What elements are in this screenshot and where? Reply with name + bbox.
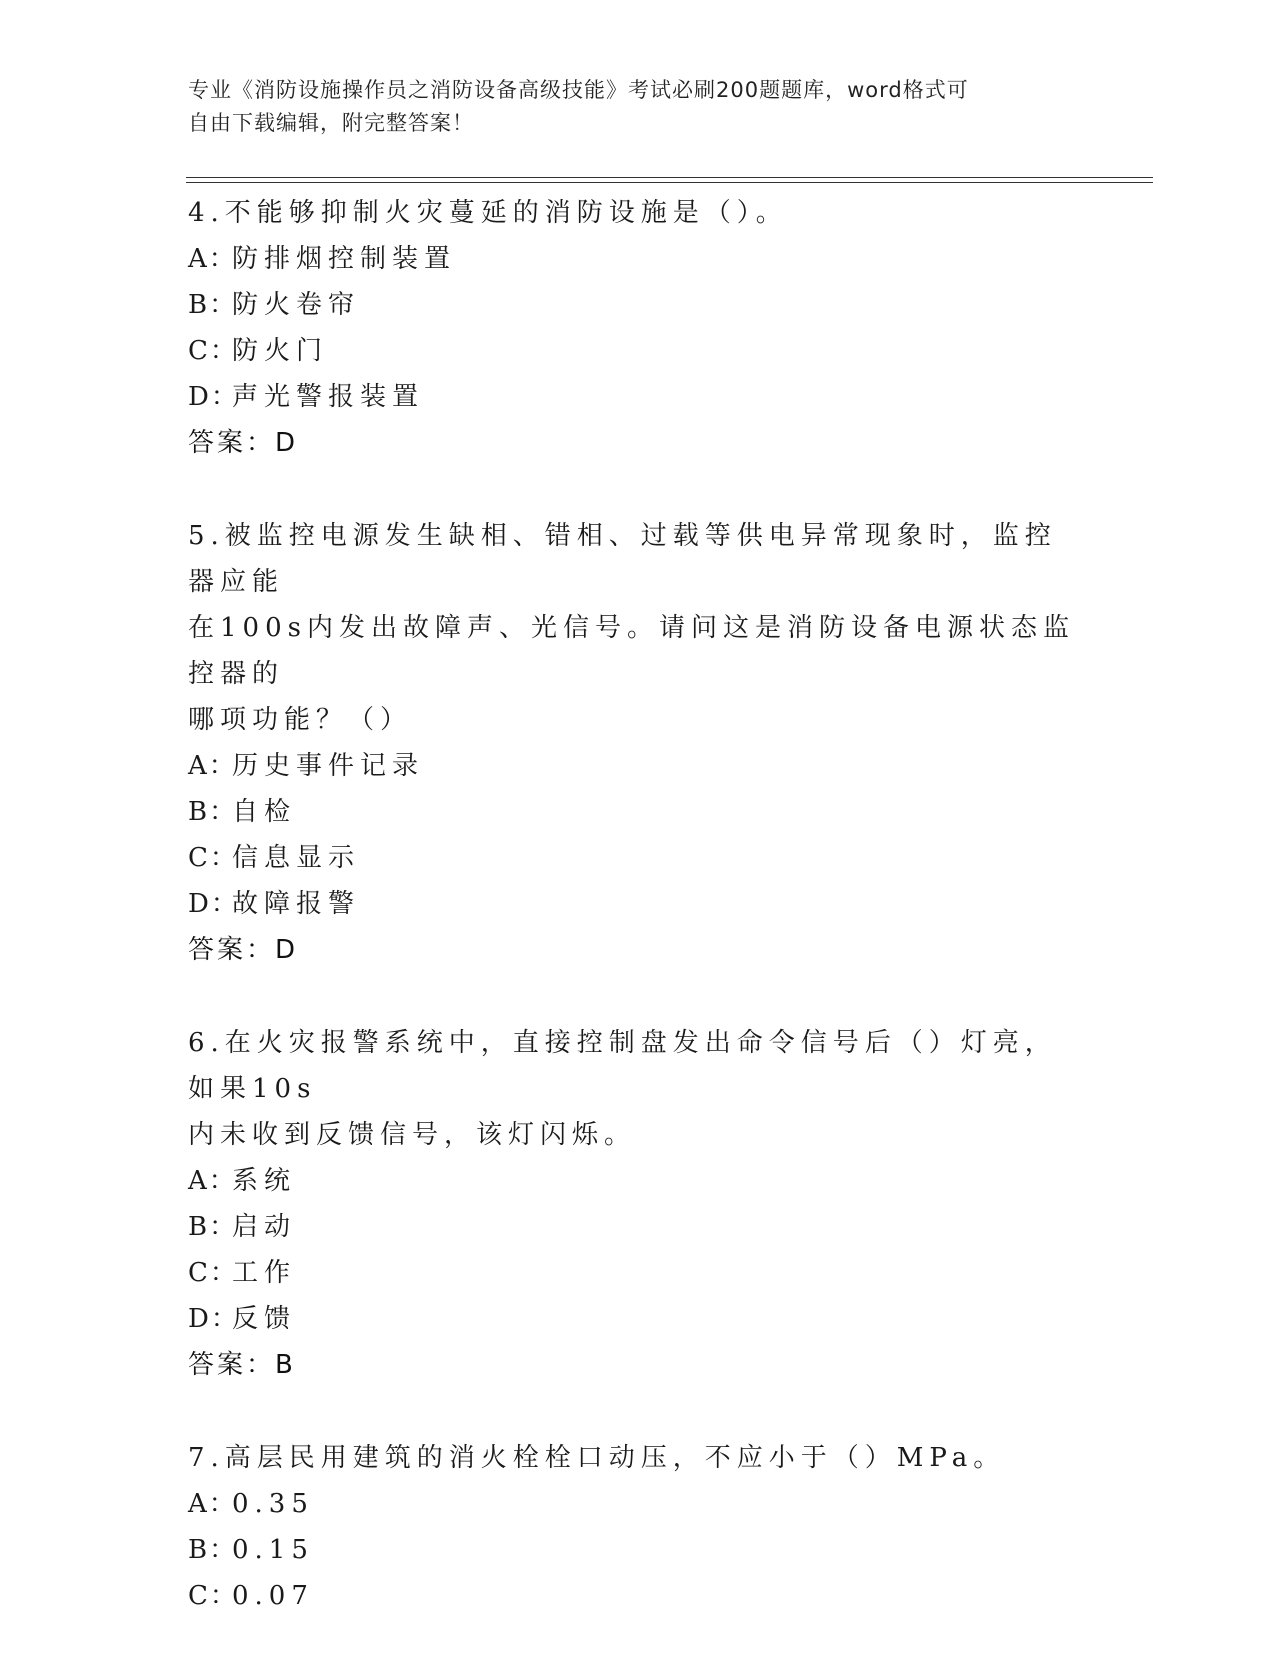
option-label: A： bbox=[188, 244, 237, 274]
option-label: A： bbox=[188, 1166, 237, 1196]
option-text: 工作 bbox=[232, 1258, 297, 1288]
option-label: C： bbox=[188, 1581, 238, 1611]
header-line-2: 自由下载编辑，附完整答案！ bbox=[188, 111, 474, 135]
option-label: B： bbox=[188, 1212, 238, 1242]
header-divider-bottom bbox=[186, 182, 1153, 183]
option-label: C： bbox=[188, 1258, 238, 1288]
option-text: 反馈 bbox=[232, 1304, 297, 1334]
header-line-1: 专业《消防设施操作员之消防设备高级技能》考试必刷200题题库，word格式可 bbox=[188, 78, 969, 102]
option-text: 故障报警 bbox=[232, 889, 361, 919]
question-7 bbox=[188, 1435, 1088, 1619]
option-label: D： bbox=[188, 1304, 239, 1334]
question-stem-line-3: 哪项功能？（） bbox=[188, 705, 413, 735]
option-d bbox=[188, 881, 1088, 927]
option-a bbox=[188, 236, 1088, 282]
option-b bbox=[188, 1204, 1088, 1250]
option-label: A： bbox=[188, 751, 237, 781]
option-b bbox=[188, 1527, 1088, 1573]
question-4 bbox=[188, 190, 1088, 466]
option-label: C： bbox=[188, 843, 238, 873]
question-stem-line-1: 6.在火灾报警系统中，直接控制盘发出命令信号后（）灯亮，如果10s bbox=[188, 1028, 1057, 1104]
option-text: 信息显示 bbox=[232, 843, 361, 873]
option-text: 0.35 bbox=[232, 1489, 314, 1519]
option-label: B： bbox=[188, 797, 238, 827]
option-label: B： bbox=[188, 290, 238, 320]
option-c bbox=[188, 1250, 1088, 1296]
answer-line: 答案：B bbox=[188, 1350, 296, 1380]
option-label: D： bbox=[188, 889, 239, 919]
option-c bbox=[188, 835, 1088, 881]
question-list bbox=[188, 190, 1088, 1666]
answer-line: 答案：D bbox=[188, 935, 299, 965]
question-6 bbox=[188, 1020, 1088, 1388]
option-text: 自检 bbox=[232, 797, 297, 827]
option-text: 防火门 bbox=[232, 336, 329, 366]
option-text: 历史事件记录 bbox=[232, 751, 425, 781]
question-stem-line-2: 在100s内发出故障声、光信号。请问这是消防设备电源状态监控器的 bbox=[188, 613, 1075, 689]
option-d bbox=[188, 1296, 1088, 1342]
option-text: 系统 bbox=[232, 1166, 297, 1196]
option-text: 0.15 bbox=[232, 1535, 314, 1565]
option-a bbox=[188, 743, 1088, 789]
question-stem: 7.高层民用建筑的消火栓栓口动压，不应小于（）MPa。 bbox=[188, 1443, 1006, 1473]
option-label: D： bbox=[188, 382, 239, 412]
option-text: 防火卷帘 bbox=[232, 290, 361, 320]
document-header bbox=[188, 74, 1068, 140]
option-text: 防排烟控制装置 bbox=[232, 244, 457, 274]
option-b bbox=[188, 789, 1088, 835]
question-5 bbox=[188, 513, 1088, 973]
option-a bbox=[188, 1481, 1088, 1527]
option-text: 启动 bbox=[232, 1212, 297, 1242]
answer-line: 答案：D bbox=[188, 428, 299, 458]
question-stem: 4.不能够抑制火灾蔓延的消防设施是（）。 bbox=[188, 198, 788, 228]
option-text: 0.07 bbox=[232, 1581, 314, 1611]
option-label: C： bbox=[188, 336, 238, 366]
question-stem-line-1: 5.被监控电源发生缺相、错相、过载等供电异常现象时，监控器应能 bbox=[188, 521, 1057, 597]
option-text: 声光警报装置 bbox=[232, 382, 425, 412]
option-label: A： bbox=[188, 1489, 237, 1519]
option-b bbox=[188, 282, 1088, 328]
option-d bbox=[188, 374, 1088, 420]
option-a bbox=[188, 1158, 1088, 1204]
header-divider-top bbox=[186, 177, 1153, 178]
option-c bbox=[188, 1573, 1088, 1619]
question-stem-line-2: 内未收到反馈信号，该灯闪烁。 bbox=[188, 1120, 637, 1150]
option-label: B： bbox=[188, 1535, 238, 1565]
option-c bbox=[188, 328, 1088, 374]
